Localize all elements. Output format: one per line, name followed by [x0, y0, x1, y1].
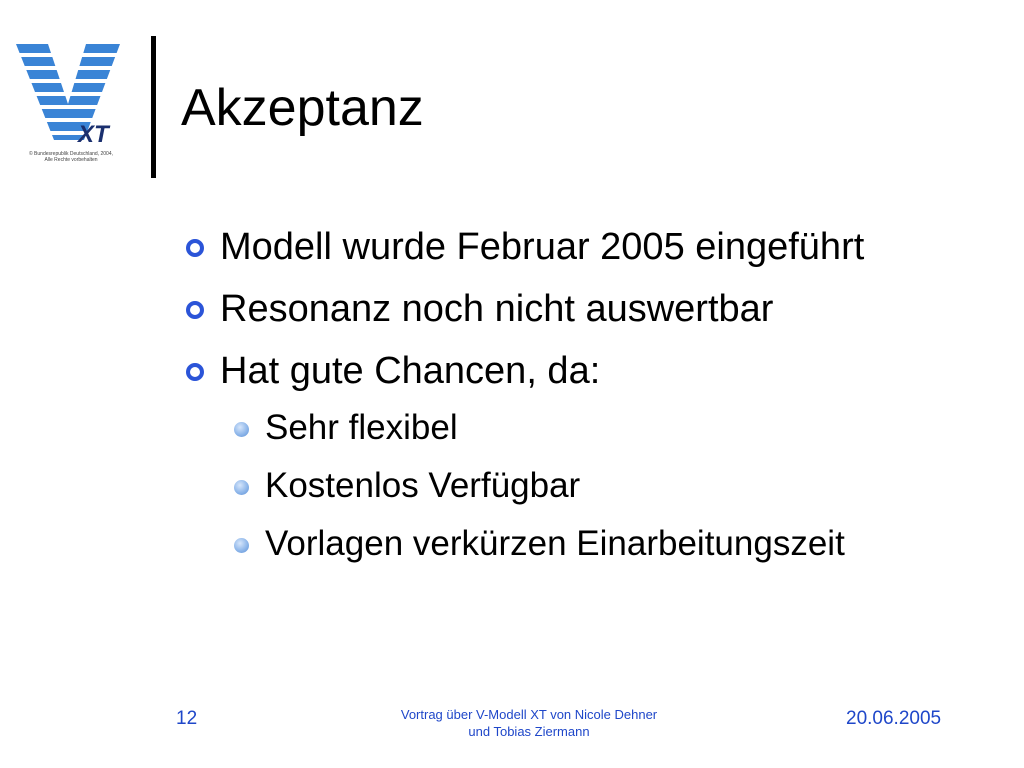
copyright-line-2: Alle Rechte vorbehalten — [44, 157, 98, 163]
ring-bullet-icon — [186, 301, 204, 319]
dot-bullet-icon — [234, 480, 249, 495]
bullet-text: Hat gute Chancen, da: — [220, 350, 601, 392]
bullet-text: Modell wurde Februar 2005 eingeführt — [220, 226, 865, 268]
page-number: 12 — [176, 708, 198, 729]
header-divider — [151, 36, 156, 178]
sub-bullet-text: Vorlagen verkürzen Einarbeitungszeit — [265, 524, 845, 563]
copyright-line-1: © Bundesrepublik Deutschland, 2004, — [28, 151, 114, 157]
ring-bullet-icon — [186, 363, 204, 381]
logo-copyright — [24, 151, 118, 163]
slide-title: Akzeptanz — [181, 79, 424, 137]
dot-bullet-icon — [234, 538, 249, 553]
footer-line-2: und Tobias Ziermann — [468, 724, 590, 739]
dot-bullet-icon — [234, 422, 249, 437]
footer-line-1: Vortrag über V-Modell XT von Nicole Dehner — [400, 707, 658, 722]
v-modell-xt-logo — [14, 40, 124, 168]
sub-bullet-text: Kostenlos Verfügbar — [265, 466, 581, 505]
ring-bullet-icon — [186, 239, 204, 257]
bullet-text: Resonanz noch nicht auswertbar — [220, 288, 774, 330]
logo-xt-mark: XT — [78, 121, 109, 148]
sub-bullet-text: Sehr flexibel — [265, 408, 458, 447]
footer-presentation-info — [368, 706, 690, 740]
footer-date: 20.06.2005 — [846, 708, 942, 729]
